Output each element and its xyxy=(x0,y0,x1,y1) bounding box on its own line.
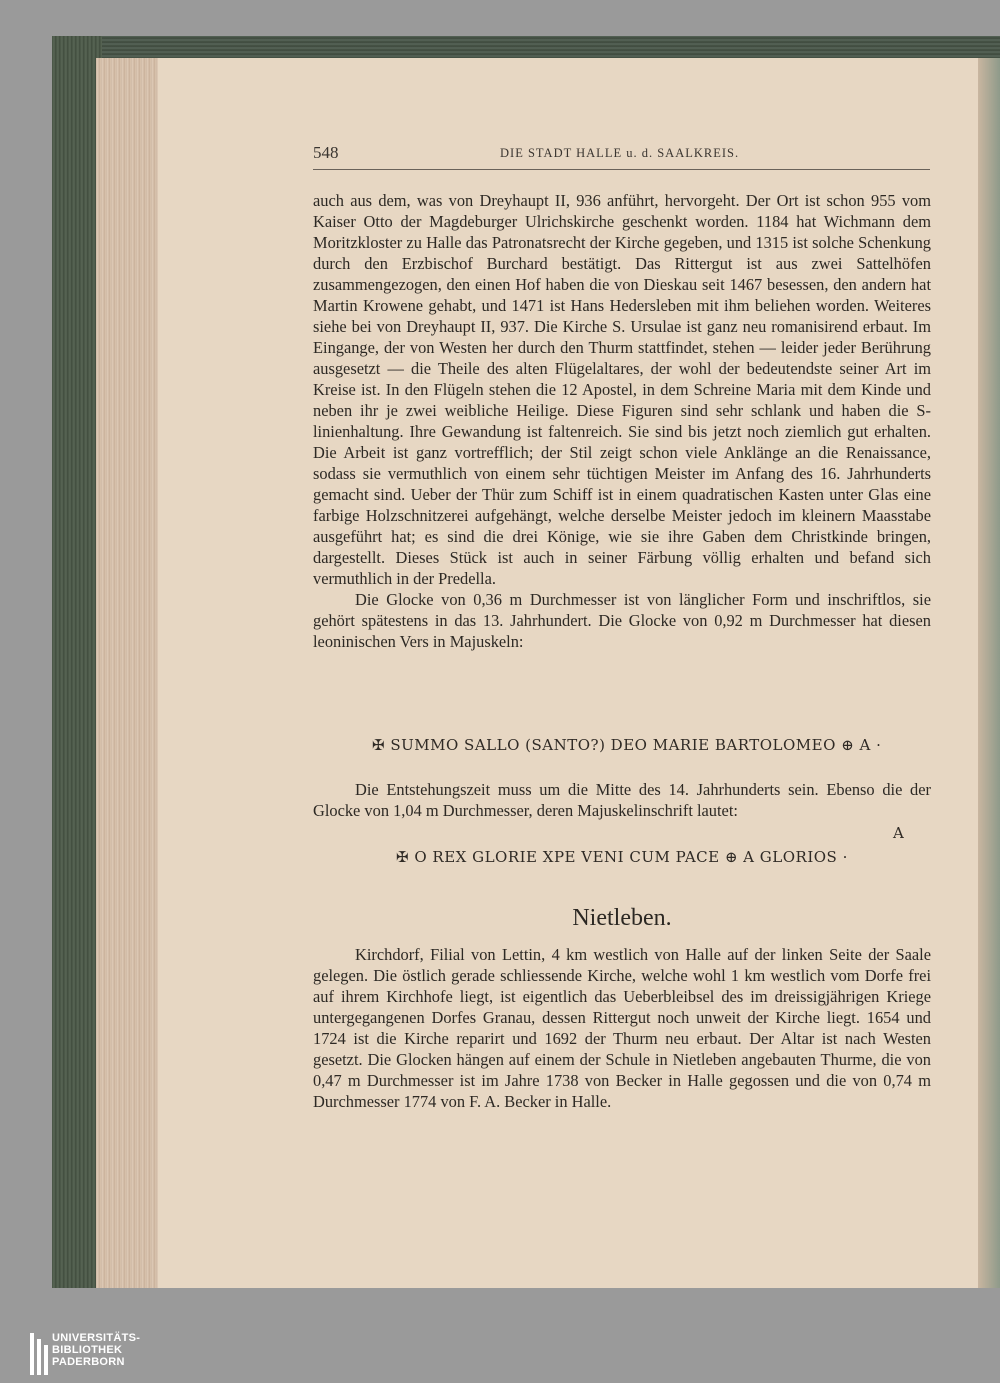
bell-inscription-2: ✠ O REX GLORIE XPE VENI CUM PACE ⊕ A GLORIOS · xyxy=(396,848,848,866)
footer-bar xyxy=(0,1288,1000,1383)
page-edges xyxy=(96,58,162,1288)
body-text xyxy=(313,190,931,652)
paragraph-2: Die Glocke von 0,36 m Durchmesser ist von länglicher Form und inschriftlos, sie gehört spätestens in das 13. Jahrhundert. Die Glocke von 0,92 m Durchmesser hat diesen leoninischen Vers in Majuskeln: xyxy=(313,590,931,651)
logo-line-1: UNIVERSITÄTS- xyxy=(52,1332,141,1344)
page-number: 548 xyxy=(313,143,339,162)
bell-inscription-1: ✠ SUMMO SALLO (SANTO?) DEO MARIE BARTOLOMEO ⊕ A · xyxy=(372,736,882,754)
running-title: DIE STADT HALLE u. d. SAALKREIS. xyxy=(500,146,740,160)
running-header xyxy=(313,143,933,167)
logo-line-3: PADERBORN xyxy=(52,1356,125,1368)
library-logo-text xyxy=(52,1332,140,1368)
book-cover-spine xyxy=(52,36,102,1288)
paragraph-4: Kirchdorf, Filial von Lettin, 4 km westlich von Halle auf der linken Seite der Saale gelegen. Die östlich gerade schliessende Kirche, welche wohl 1 km westlich vom Dorfe frei auf ihrem Kirchhofe liegt, ist eigentlich das Ueberbleibsel des im dreissigjährigen Kriege untergegangenen Dorfes Granau, dessen Rittergut noch unweit der Kirche liegt. 1654 und 1724 ist die Kirche reparirt und 1692 der Thurm neu erbaut. Der Altar ist nach Westen gesetzt. Die Glocken hängen auf einem der Schule in Nietleben angebauten Thurme, die von 0,47 m Durchmesser ist im Jahre 1738 von Becker in Halle gegossen und die von 0,74 m Durchmesser 1774 von F. A. Becker in Halle. xyxy=(313,945,931,1111)
body-text-3 xyxy=(313,944,931,1112)
header-rule xyxy=(313,169,930,170)
paragraph-1: auch aus dem, was von Dreyhaupt II, 936 anführt, hervorgeht. Der Ort ist schon 955 vom Kaiser Otto der Magdeburger Ulrichskirche geschenkt worden. 1184 hat Wichmann dem Moritzkloster zu Halle das Patronatsrecht der Kirche gegeben, und 1315 ist solche Schenkung durch den Erzbischof Burchard bestätigt. Das Rittergut ist aus zwei Sattelhöfen zusammengezogen, den einen Hof haben die von Dieskau seit 1467 besessen, den andern hat Martin Krowene gehabt, und 1471 ist Hans Hedersleben mit ihm beliehen worden. Weiteres siehe bei von Dreyhaupt II, 937. Die Kirche S. Ursulae ist ganz neu romanisirend erbaut. Im Eingange, der von Westen her durch den Thurm stattfindet, stehen — leider jeder Berührung ausgesetzt — die Theile des alten Flügelaltares, der wohl der bedeutendste seiner Art im Kreise ist. In den Flügeln stehen die 12 Apostel, in dem Schreine Maria mit dem Kinde und neben ihr je zwei weibliche Heilige. Diese Figuren sind sehr schlank und haben die S-linienhaltung. Ihre Gewandung ist faltenreich. Sie sind bis jetzt noch ziemlich gut erhalten. Die Arbeit ist ganz vortrefflich; der Stil zeigt schon viele Anklänge an die Renaissance, sodass sie vermuthlich von einem sehr tüchtigen Meister im Anfang des 16. Jahrhunderts gemacht sind. Ueber der Thür zum Schiff ist in einem quadratischen Kasten unter Glas eine farbige Holzschnitzerei aufgehängt, welche derselbe Meister jedoch im kleinern Maasstabe ausgeführt hat; es sind die drei Könige, wie sie ihre Gaben dem Christkinde bringen, dargestellt. Dieses Stück ist auch in seiner Färbung völlig erhalten und befand sich vermuthlich in der Predella. xyxy=(313,191,931,588)
body-text-2 xyxy=(313,779,931,821)
paragraph-3: Die Entstehungszeit muss um die Mitte des 14. Jahrhunderts sein. Ebenso die der Glocke von 1,04 m Durchmesser, deren Majuskelinschrift lautet: xyxy=(313,780,931,820)
logo-line-2: BIBLIOTHEK xyxy=(52,1344,123,1356)
inscription-superscript: A xyxy=(893,824,905,842)
section-heading: Nietleben. xyxy=(572,905,672,931)
cover-right-edge xyxy=(978,58,1000,1288)
